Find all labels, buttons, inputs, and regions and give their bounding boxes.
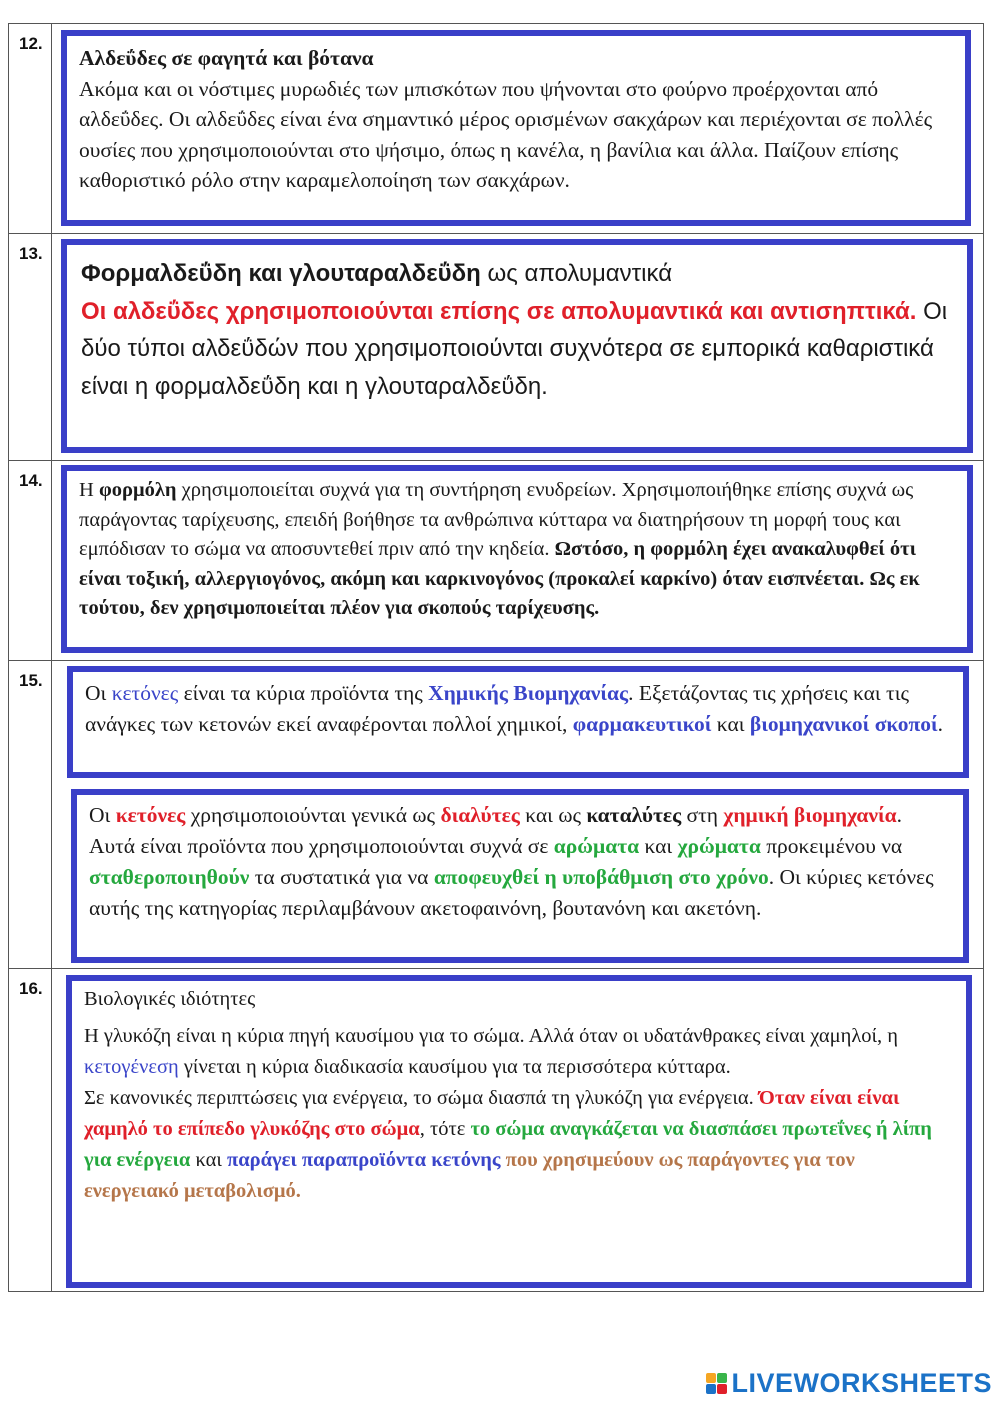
heading: Βιολογικές ιδιότητες: [84, 988, 256, 1010]
logo-icon: [706, 1373, 727, 1394]
row-14: [9, 461, 983, 661]
row-12: [9, 24, 983, 234]
logo-text: LIVEWORKSHEETS: [731, 1368, 992, 1398]
paragraph: Ακόμα και οι νόστιμες μυρωδιές των μπισκότων που ψήνονται στο φούρνο προέρχονται από αλδεΰδες. Οι αλδεΰδες είναι ένα σημαντικό μέρος ορισμένων σακχάρων και περιέχονται σε πολλές ουσίες που χρησιμοποιούνται στο ψήσιμο, όπως η κανέλα, η βανίλια και άλλα. Παίζουν επίσης καθοριστικό ρόλο στην καραμελοποίηση των σακχάρων.: [79, 76, 933, 192]
paragraph: Οι κετόνες είναι τα κύρια προϊόντα της Χημικής Βιομηχανίας. Εξετάζοντας τις χρήσεις και τις ανάγκες των κετονών εκεί αναφέρονται πολλοί χημικοί, φαρμακευτικοί και βιομηχανικοί σκοποί.: [85, 681, 944, 736]
paragraph: Οι κετόνες χρησιμοποιούνται γενικά ως διαλύτες και ως καταλύτες στη χημική βιομηχανία. Αυτά είναι προϊόντα που χρησιμοποιούνται συχνά σε αρώματα και χρώματα προκειμένου να σταθεροποιηθούν τα συστατικά για να αποφευχθεί η υποβάθμιση στο χρόνο. Οι κύριες κετόνες αυτής της κατηγορίας περιλαμβάνουν ακετοφαινόνη, βουτανόνη και ακετόνη.: [89, 803, 934, 920]
row-number: 13.: [19, 244, 43, 263]
row-15: [9, 661, 983, 969]
paragraph: Σε κανονικές περιπτώσεις για ενέργεια, το σώμα διασπά τη γλυκόζη για ενέργεια. Όταν είναι είναι χαμηλό το επίπεδο γλυκόζης στο σώμα, τότε το σώμα αναγκάζεται να διασπάσει πρωτεΐνες ή λίπη για ενέργεια και παράγει παραπροϊόντα κετόνης που χρησιμεύουν ως παράγοντες για τον ενεργειακό μεταβολισμό.: [84, 1087, 932, 1202]
text-box: [71, 789, 969, 963]
paragraph: Οι αλδεΰδες χρησιμοποιούνται επίσης σε απολυμαντικά και αντισηπτικά. Οι δύο τύποι αλδεΰδών που χρησιμοποιούνται συχνότερα σε εμπορικά καθαριστικά είναι η φορμαλδεΰδη και η γλουταραλδεΰδη.: [81, 297, 948, 400]
text-box: [61, 465, 973, 653]
text-box: [66, 975, 972, 1288]
worksheet-table: [8, 23, 984, 1292]
text-box: [61, 30, 971, 226]
row-number: 15.: [19, 671, 43, 690]
text-box: [67, 666, 969, 778]
row-number: 16.: [19, 979, 43, 998]
row-13: [9, 234, 983, 461]
paragraph: Η φορμόλη χρησιμοποιείται συχνά για τη συντήρηση ενυδρείων. Χρησιμοποιήθηκε επίσης συχνά ως παράγοντας ταρίχευσης, επειδή βοήθησε τα ανθρώπινα κύτταρα να διατηρήσουν τη μορφή τους και εμπόδισαν το σώμα να αποσυντεθεί πριν από την κηδεία. Ωστόσο, η φορμόλη έχει ανακαλυφθεί ότι είναι τοξική, αλλεργιογόνος, ακόμη και καρκινογόνος (προκαλεί καρκίνο) όταν εισπνέεται. Ως εκ τούτου, δεν χρησιμοποιείται πλέον για σκοπούς ταρίχευσης.: [79, 479, 920, 619]
text-box: [61, 239, 973, 453]
liveworksheets-logo: [706, 1368, 992, 1399]
heading: Αλδεΰδες σε φαγητά και βότανα: [79, 46, 374, 70]
heading: Φορμαλδεΰδη και γλουταραλδεΰδη ως απολυμαντικά: [81, 260, 673, 287]
row-number: 14.: [19, 471, 43, 490]
row-number: 12.: [19, 34, 43, 53]
row-16: [9, 969, 983, 1291]
paragraph: Η γλυκόζη είναι η κύρια πηγή καυσίμου για το σώμα. Αλλά όταν οι υδατάνθρακες είναι χαμηλοί, η κετογένεση γίνεται η κύρια διαδικασία καυσίμου για τα περισσότερα κύτταρα.: [84, 1025, 899, 1078]
